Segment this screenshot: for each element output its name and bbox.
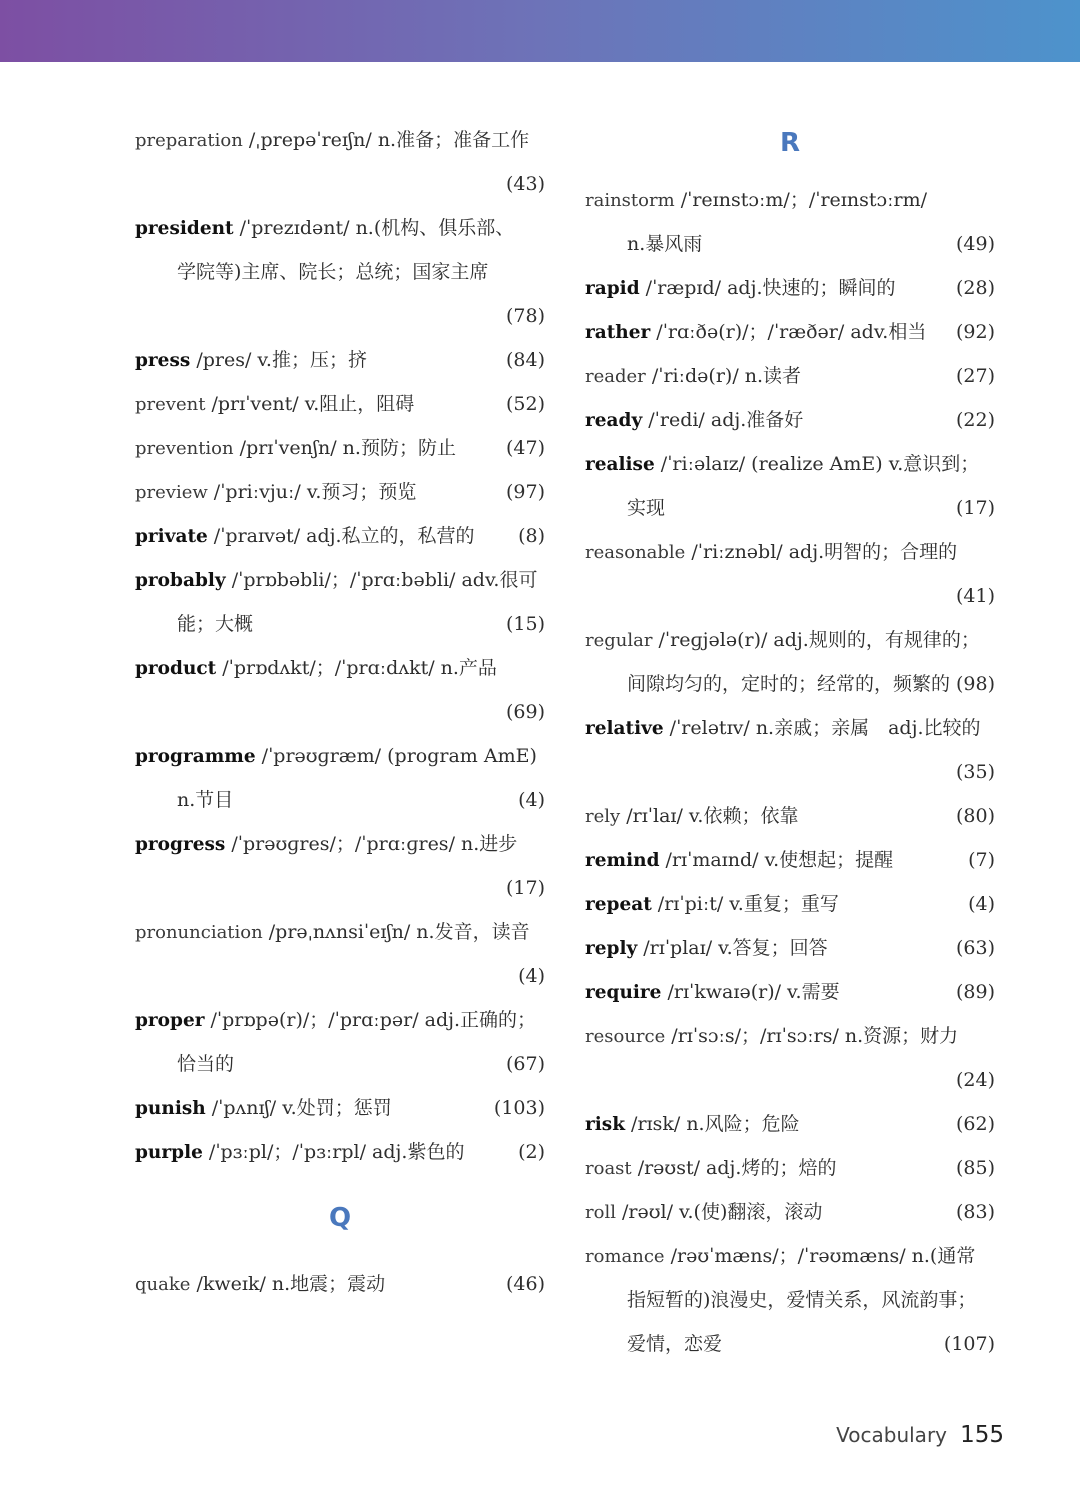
- vocab-entry: [135, 470, 545, 514]
- left-column: [135, 118, 545, 1306]
- definition: /ˈrelətɪv/ n.亲戚；亲属 adj.比较的: [663, 717, 981, 739]
- definition: /ˈredi/ adj.准备好: [642, 409, 804, 431]
- vocab-entry: [135, 1262, 545, 1306]
- definition: /prɪˈvent/ v.阻止，阻碍: [205, 393, 415, 415]
- headword: roll: [585, 1202, 616, 1223]
- entry-continuation: [585, 574, 995, 618]
- headword: prevention: [135, 438, 234, 459]
- headword: rely: [585, 806, 621, 827]
- vocab-entry: [585, 1014, 995, 1102]
- entry-line: [585, 882, 995, 926]
- headword: programme: [135, 746, 256, 767]
- entry-line: [585, 178, 995, 222]
- unit-number: (47): [505, 437, 545, 459]
- unit-number: (43): [505, 173, 545, 195]
- entry-line: [135, 470, 545, 514]
- entry-continuation: [135, 602, 545, 646]
- vocab-entry: [135, 646, 545, 734]
- definition: 指短暂的)浪漫史，爱情关系，风流韵事；: [627, 1289, 977, 1311]
- headword: risk: [585, 1114, 626, 1135]
- headword: resource: [585, 1026, 666, 1047]
- unit-number: (28): [955, 277, 995, 299]
- unit-number: (35): [955, 761, 995, 783]
- entry-continuation: [135, 162, 545, 206]
- unit-number: (67): [505, 1053, 545, 1075]
- headword: romance: [585, 1246, 665, 1267]
- unit-number: (4): [518, 789, 545, 811]
- definition: /rəʊˈmæns/；/ˈrəʊmæns/ n.(通常: [664, 1245, 976, 1267]
- definition: /ˈriːznəbl/ adj.明智的；合理的: [685, 541, 958, 563]
- unit-number: (103): [493, 1097, 545, 1119]
- entry-line: [585, 706, 995, 750]
- entry-line: [585, 970, 995, 1014]
- definition: 学院等)主席、院长；总统；国家主席: [177, 261, 489, 283]
- vocab-entry: [135, 338, 545, 382]
- definition: /ˈprɒdʌkt/；/ˈprɑːdʌkt/ n.产品: [216, 657, 497, 679]
- definition: n.暴风雨: [627, 233, 703, 255]
- definition: /ˈreɪnstɔːm/；/ˈreɪnstɔːrm/: [674, 189, 928, 211]
- entry-line: [585, 618, 995, 662]
- vocab-entry: [135, 910, 545, 998]
- entry-line: [585, 1102, 995, 1146]
- headword: probably: [135, 570, 226, 591]
- vocab-entry: [585, 970, 995, 1014]
- entry-line: [135, 206, 545, 250]
- unit-number: (46): [505, 1273, 545, 1295]
- unit-number: (78): [505, 305, 545, 327]
- vocab-entry: [135, 382, 545, 426]
- headword: rainstorm: [585, 190, 675, 211]
- section-letter: Q: [328, 1203, 352, 1233]
- unit-number: (24): [955, 1069, 995, 1091]
- entry-continuation: [585, 750, 995, 794]
- entry-line: [585, 398, 995, 442]
- headword: roast: [585, 1158, 632, 1179]
- unit-number: (63): [955, 937, 995, 959]
- vocab-entry: [585, 794, 995, 838]
- definition: /ˈriːəlaɪz/ (realize AmE) v.意识到；: [654, 453, 980, 475]
- vocab-entry: [135, 118, 545, 206]
- definition: /rəʊl/ v.(使)翻滚，滚动: [615, 1201, 823, 1223]
- headword: reply: [585, 938, 638, 959]
- vocab-entry: [135, 1130, 545, 1174]
- entry-line: [585, 1014, 995, 1058]
- entry-line: [585, 530, 995, 574]
- headword: ready: [585, 410, 643, 431]
- headword: rapid: [585, 278, 640, 299]
- vocab-entry: [135, 998, 545, 1086]
- vocab-entry: [585, 266, 995, 310]
- unit-number: (69): [505, 701, 545, 723]
- page-footer: [836, 1422, 1004, 1448]
- vocab-entry: [585, 354, 995, 398]
- vocab-entry: [585, 882, 995, 926]
- entry-continuation: [135, 954, 545, 998]
- vocab-entry: [585, 926, 995, 970]
- definition: /pres/ v.推；压；挤: [190, 349, 367, 371]
- headword: rather: [585, 322, 651, 343]
- unit-number: (2): [518, 1141, 545, 1163]
- definition: /kweɪk/ n.地震；震动: [190, 1273, 386, 1295]
- vocab-entry: [135, 1086, 545, 1130]
- definition: /ˈrɑːðə(r)/；/ˈræðər/ adv.相当: [650, 321, 927, 343]
- definition: /ˈpʌnɪʃ/ v.处罚；惩罚: [205, 1097, 392, 1119]
- unit-number: (84): [505, 349, 545, 371]
- entry-continuation: [135, 866, 545, 910]
- headword: preparation: [135, 130, 243, 151]
- definition: 能；大概: [177, 613, 254, 635]
- entry-line: [135, 514, 545, 558]
- unit-number: (17): [505, 877, 545, 899]
- unit-number: (92): [955, 321, 995, 343]
- unit-number: (62): [955, 1113, 995, 1135]
- definition: /rɪˈlaɪ/ v.依赖；依靠: [620, 805, 799, 827]
- entry-line: [135, 646, 545, 690]
- definition: 间隙均匀的，定时的；经常的，频繁的: [627, 673, 951, 695]
- vocab-entry: [585, 838, 995, 882]
- definition: /ˈprezɪdənt/ n.(机构、俱乐部、: [233, 217, 515, 239]
- definition: /ˈprɒpə(r)/；/ˈprɑːpər/ adj.正确的；: [204, 1009, 537, 1031]
- entry-line: [585, 442, 995, 486]
- vocab-entry: [585, 1234, 995, 1366]
- entry-continuation: [585, 662, 995, 706]
- entry-continuation: [585, 222, 995, 266]
- right-column: [585, 118, 995, 1366]
- definition: /ˈræpɪd/ adj.快速的；瞬间的: [639, 277, 896, 299]
- headword: require: [585, 982, 662, 1003]
- headword: product: [135, 658, 217, 679]
- entry-continuation: [135, 690, 545, 734]
- unit-number: (22): [955, 409, 995, 431]
- definition: 爱情，恋爱: [627, 1333, 723, 1355]
- vocab-entry: [585, 1146, 995, 1190]
- entry-continuation: [135, 778, 545, 822]
- entry-line: [585, 1146, 995, 1190]
- unit-number: (49): [955, 233, 995, 255]
- entry-line: [585, 266, 995, 310]
- entry-line: [135, 558, 545, 602]
- definition: /rɪˈmaɪnd/ v.使想起；提醒: [659, 849, 894, 871]
- unit-number: (7): [968, 849, 995, 871]
- vocab-entry: [585, 310, 995, 354]
- headword: purple: [135, 1142, 203, 1163]
- entry-line: [135, 1262, 545, 1306]
- definition: /ˈreɡjələ(r)/ adj.规则的，有规律的；: [652, 629, 980, 651]
- entry-line: [585, 794, 995, 838]
- vocab-entry: [585, 706, 995, 794]
- definition: /rɪˈkwaɪə(r)/ v.需要: [661, 981, 840, 1003]
- entry-continuation: [585, 486, 995, 530]
- definition: /ˈriːdə(r)/ n.读者: [645, 365, 802, 387]
- vocab-entry: [585, 618, 995, 706]
- definition: /ˌprepəˈreɪʃn/ n.准备；准备工作: [242, 129, 530, 151]
- definition: /rɪˈpiːt/ v.重复；重写: [651, 893, 839, 915]
- headword: reader: [585, 366, 646, 387]
- unit-number: (97): [505, 481, 545, 503]
- unit-number: (8): [518, 525, 545, 547]
- entry-continuation: [135, 1042, 545, 1086]
- entry-line: [585, 354, 995, 398]
- headword: realise: [585, 454, 655, 475]
- unit-number: (17): [955, 497, 995, 519]
- entry-line: [135, 734, 545, 778]
- entry-line: [135, 338, 545, 382]
- unit-number: (27): [955, 365, 995, 387]
- headword: private: [135, 526, 208, 547]
- entry-line: [135, 1086, 545, 1130]
- entry-line: [585, 1190, 995, 1234]
- entry-continuation: [135, 294, 545, 338]
- footer-label: Vocabulary: [836, 1423, 947, 1447]
- definition: /ˈprəʊɡræm/ (program AmE): [255, 745, 537, 767]
- vocab-entry: [135, 822, 545, 910]
- definition: /ˈpɜːpl/；/ˈpɜːrpl/ adj.紫色的: [202, 1141, 465, 1163]
- entry-line: [135, 998, 545, 1042]
- entry-line: [585, 926, 995, 970]
- unit-number: (80): [955, 805, 995, 827]
- entry-line: [585, 310, 995, 354]
- entry-line: [585, 838, 995, 882]
- headword: relative: [585, 718, 664, 739]
- spacer: [585, 168, 995, 178]
- headword: remind: [585, 850, 660, 871]
- unit-number: (4): [968, 893, 995, 915]
- vocab-entry: [135, 734, 545, 822]
- definition: /ˈpraɪvət/ adj.私立的，私营的: [207, 525, 475, 547]
- definition: 实现: [627, 497, 666, 519]
- vocab-entry: [585, 442, 995, 530]
- entry-continuation: [135, 250, 545, 294]
- unit-number: (89): [955, 981, 995, 1003]
- vocab-entry: [585, 1190, 995, 1234]
- vocab-entry: [135, 206, 545, 338]
- definition: /ˈprəʊɡres/；/ˈprɑːɡres/ n.进步: [225, 833, 518, 855]
- vocab-entry: [585, 530, 995, 618]
- definition: /rɪsk/ n.风险；危险: [625, 1113, 800, 1135]
- headword: preview: [135, 482, 208, 503]
- vocab-entry: [135, 558, 545, 646]
- headword: punish: [135, 1098, 206, 1119]
- entry-continuation: [585, 1058, 995, 1102]
- unit-number: (52): [505, 393, 545, 415]
- entry-line: [135, 910, 545, 954]
- definition: /prəˌnʌnsiˈeɪʃn/ n.发音，读音: [262, 921, 530, 943]
- definition: 恰当的: [177, 1053, 235, 1075]
- page-number: 155: [960, 1422, 1004, 1448]
- entry-line: [585, 1234, 995, 1278]
- headword: prevent: [135, 394, 206, 415]
- headword: pronunciation: [135, 922, 263, 943]
- unit-number: (85): [955, 1157, 995, 1179]
- headword: proper: [135, 1010, 205, 1031]
- entry-line: [135, 1130, 545, 1174]
- entry-continuation: [585, 1322, 995, 1366]
- headword: repeat: [585, 894, 652, 915]
- vocab-entry: [585, 1102, 995, 1146]
- definition: n.节目: [177, 789, 234, 811]
- unit-number: (15): [505, 613, 545, 635]
- entry-line: [135, 426, 545, 470]
- headword: regular: [585, 630, 653, 651]
- unit-number: (107): [943, 1333, 995, 1355]
- entry-line: [135, 118, 545, 162]
- unit-number: (98): [955, 673, 995, 695]
- headword: progress: [135, 834, 226, 855]
- vocab-entry: [135, 514, 545, 558]
- header-band: [0, 0, 1080, 62]
- definition: /rɪˈsɔːs/；/rɪˈsɔːrs/ n.资源；财力: [665, 1025, 959, 1047]
- definition: /ˈpriːvjuː/ v.预习；预览: [207, 481, 417, 503]
- vocab-entry: [585, 398, 995, 442]
- unit-number: (41): [955, 585, 995, 607]
- definition: /rəʊst/ adj.烤的；焙的: [631, 1157, 837, 1179]
- section-letter: R: [779, 128, 801, 158]
- definition: /ˈprɒbəbli/；/ˈprɑːbəbli/ adv.很可: [225, 569, 538, 591]
- headword: reasonable: [585, 542, 686, 563]
- headword: press: [135, 350, 191, 371]
- unit-number: (4): [518, 965, 545, 987]
- unit-number: (83): [955, 1201, 995, 1223]
- definition: /prɪˈvenʃn/ n.预防；防止: [233, 437, 456, 459]
- entry-line: [135, 382, 545, 426]
- vocab-entry: [585, 178, 995, 266]
- headword: president: [135, 218, 234, 239]
- entry-line: [135, 822, 545, 866]
- entry-continuation: [585, 1278, 995, 1322]
- vocab-entry: [135, 426, 545, 470]
- definition: /rɪˈplaɪ/ v.答复；回答: [637, 937, 828, 959]
- headword: quake: [135, 1274, 191, 1295]
